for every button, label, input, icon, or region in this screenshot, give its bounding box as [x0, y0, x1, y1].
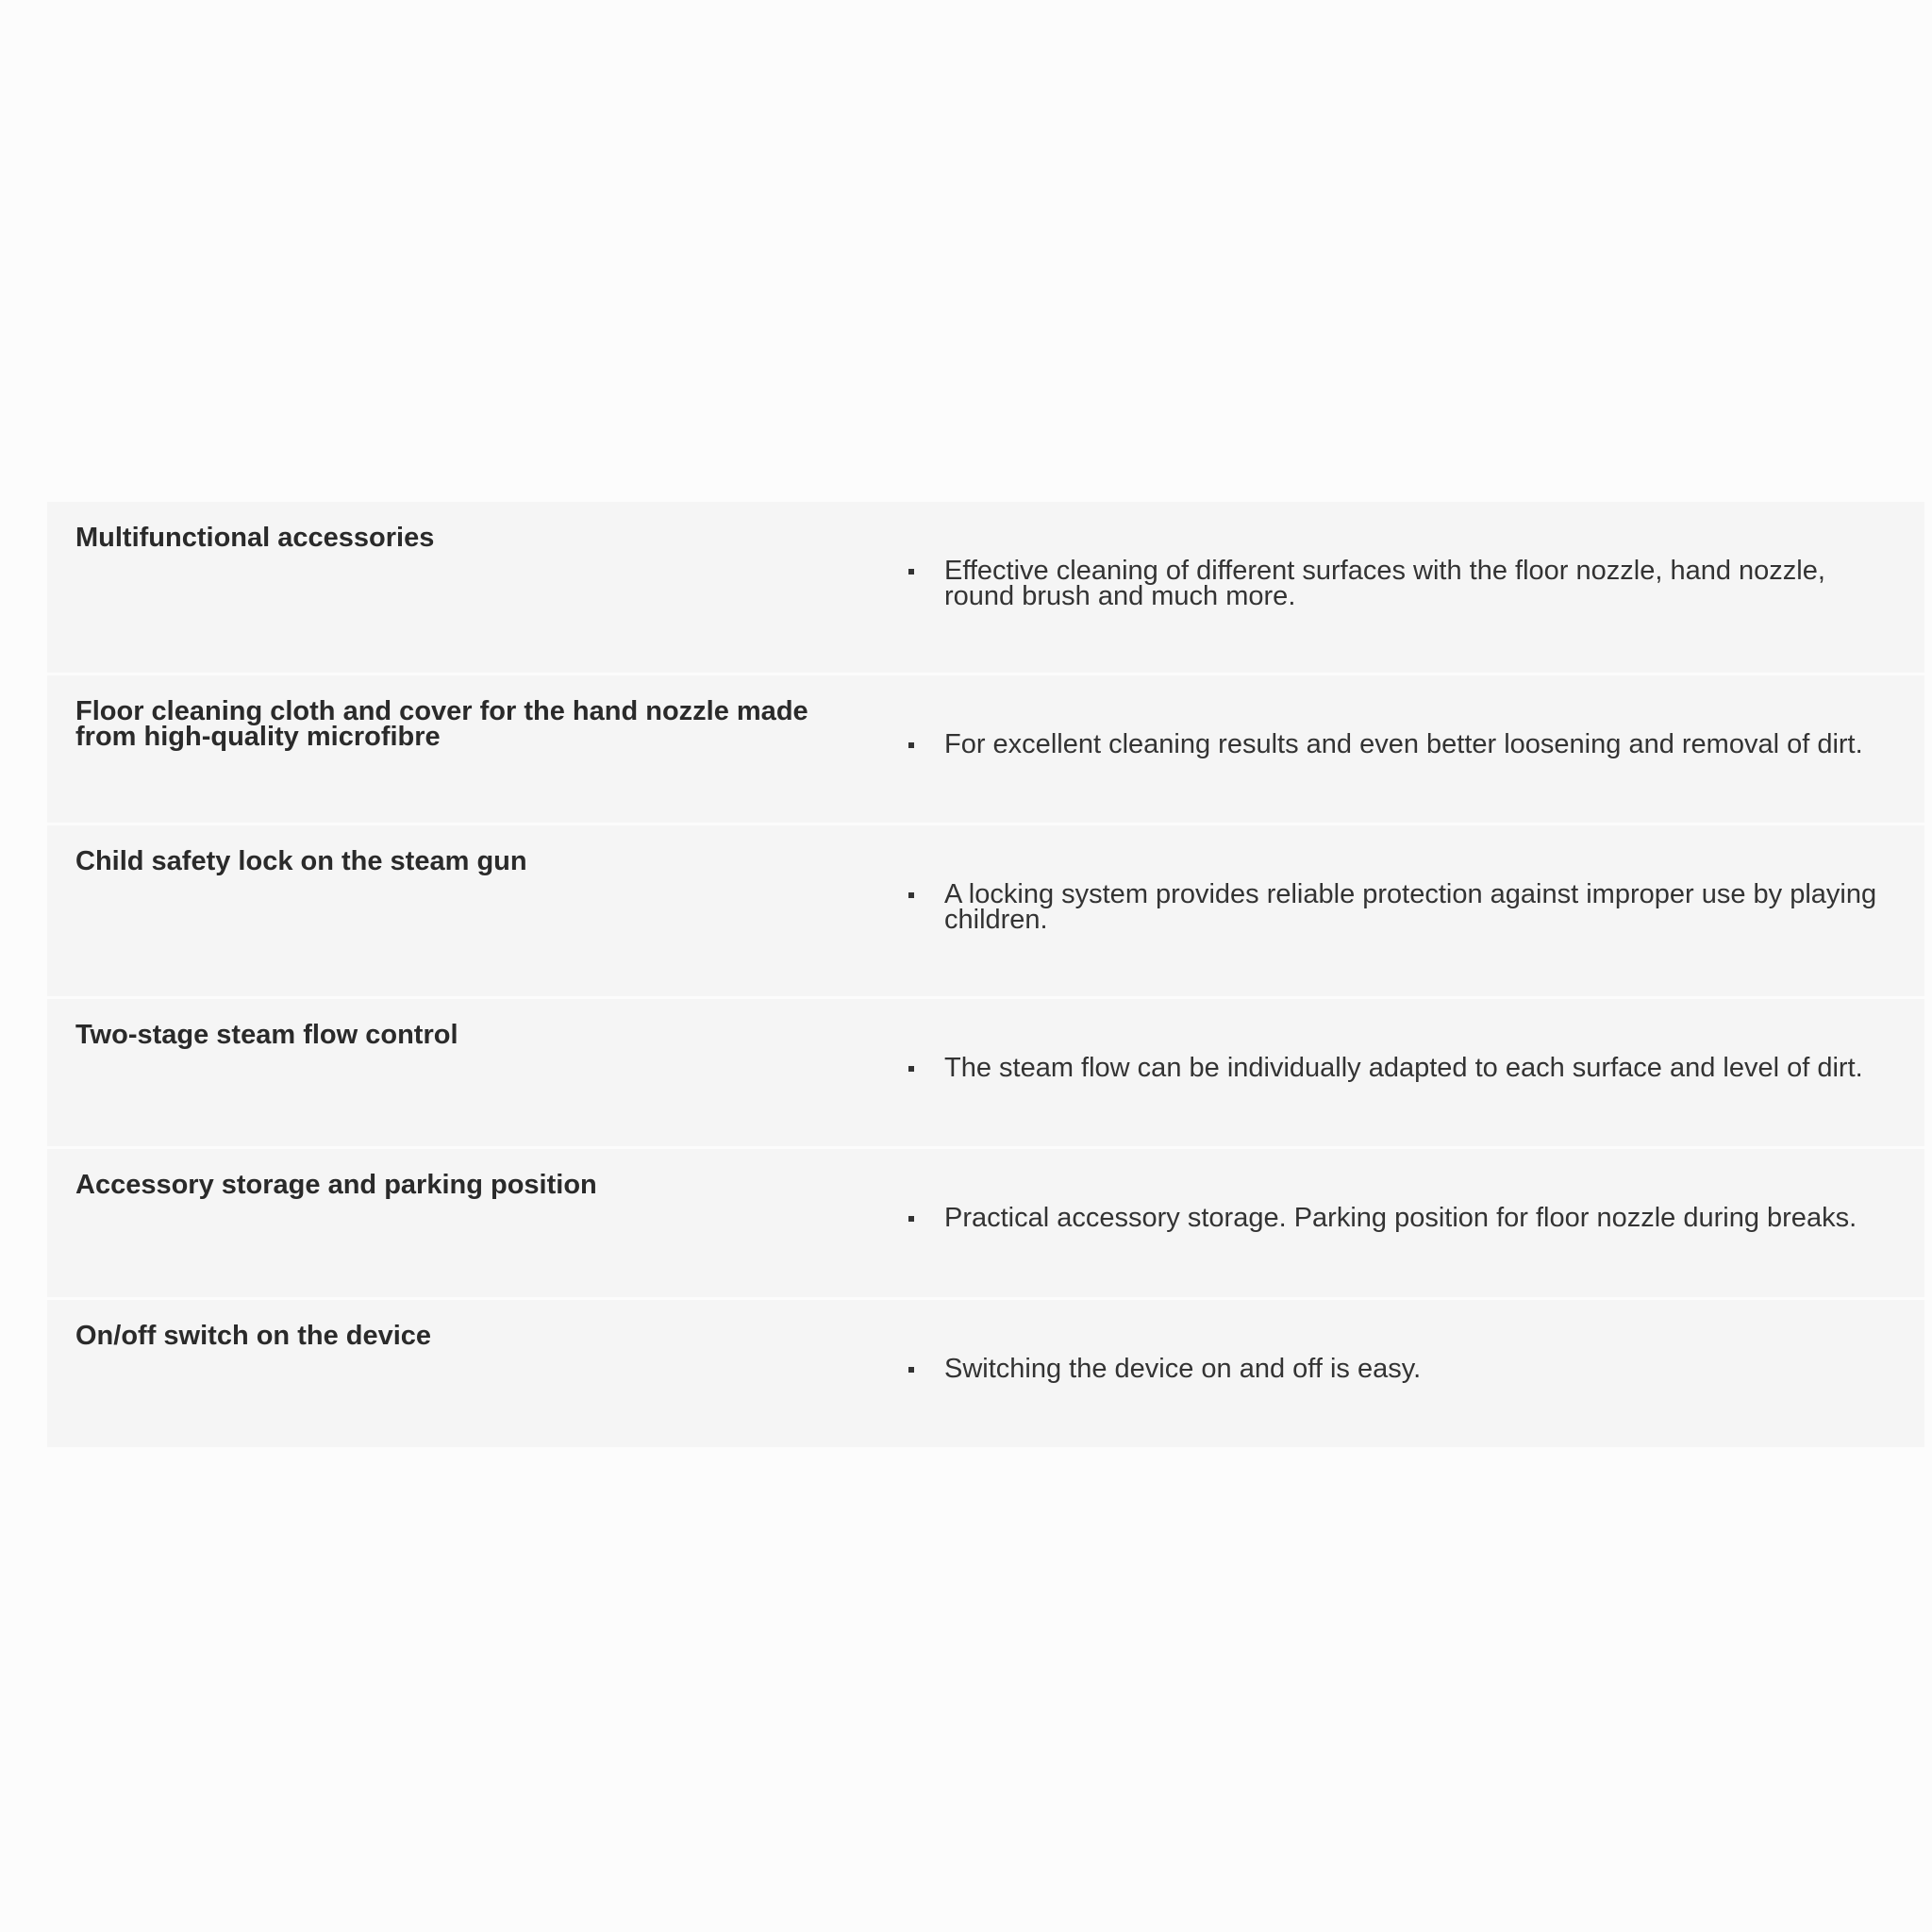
feature-title: On/off switch on the device	[75, 1321, 432, 1351]
feature-description	[847, 1149, 1924, 1297]
feature-row	[47, 1300, 1924, 1447]
feature-description	[847, 675, 1924, 823]
square-bullet-icon	[908, 1367, 914, 1373]
feature-bullet-list	[847, 1053, 1887, 1083]
square-bullet-icon	[908, 569, 914, 575]
feature-row	[47, 825, 1924, 999]
feature-title: Multifunctional accessories	[75, 523, 435, 553]
feature-row	[47, 1149, 1924, 1300]
feature-bullet-item	[847, 1053, 1887, 1083]
feature-bullet-item	[847, 879, 1887, 935]
feature-bullet-text: For excellent cleaning results and even better loosening and removal of dirt.	[944, 729, 1863, 759]
feature-bullet-list	[847, 558, 1887, 609]
feature-bullet-text: A locking system provides reliable protection against improper use by playing children.	[944, 879, 1877, 935]
feature-title: Child safety lock on the steam gun	[75, 846, 527, 876]
feature-bullet-item	[847, 1203, 1887, 1233]
feature-title: Two-stage steam flow control	[75, 1020, 458, 1050]
feature-row	[47, 502, 1924, 675]
feature-bullet-list	[847, 879, 1887, 935]
square-bullet-icon	[908, 1066, 914, 1072]
feature-bullet-list	[847, 729, 1887, 759]
square-bullet-icon	[908, 892, 914, 898]
feature-description	[847, 999, 1924, 1146]
feature-bullet-list	[847, 1354, 1887, 1384]
feature-bullet-item	[847, 729, 1887, 759]
feature-bullet-text: Practical accessory storage. Parking position for floor nozzle during breaks.	[944, 1203, 1857, 1233]
square-bullet-icon	[908, 742, 914, 748]
feature-bullet-text: The steam flow can be individually adapted to each surface and level of dirt.	[944, 1053, 1863, 1083]
feature-title: Floor cleaning cloth and cover for the hand nozzle made from high-quality microfibre	[75, 696, 808, 752]
feature-row	[47, 999, 1924, 1149]
feature-bullet-text: Switching the device on and off is easy.	[944, 1354, 1422, 1384]
feature-title: Accessory storage and parking position	[75, 1170, 597, 1200]
feature-description	[847, 502, 1924, 673]
feature-bullet-list	[847, 1203, 1887, 1233]
feature-bullet-text: Effective cleaning of different surfaces with the floor nozzle, hand nozzle, round brush and much more.	[944, 556, 1825, 611]
feature-description	[847, 825, 1924, 996]
feature-row	[47, 675, 1924, 825]
features-table	[47, 502, 1924, 1447]
feature-bullet-item	[847, 1354, 1887, 1384]
feature-bullet-item	[847, 558, 1887, 609]
feature-description	[847, 1300, 1924, 1447]
square-bullet-icon	[908, 1216, 914, 1222]
